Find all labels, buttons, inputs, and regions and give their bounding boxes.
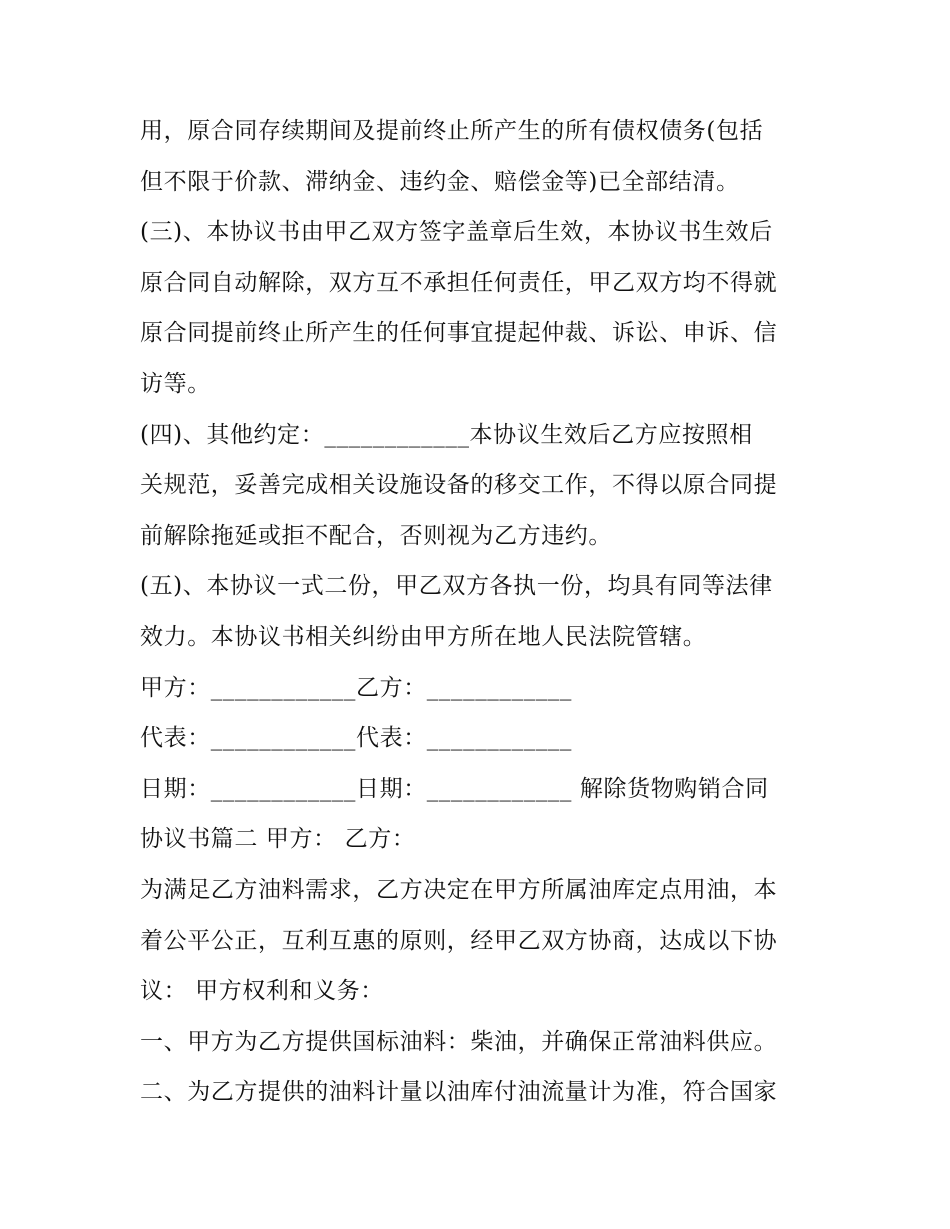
- text-line: 着公平公正，互利互惠的原则，经甲乙双方协商，达成以下协: [140, 928, 778, 954]
- text-line: (四)、其他约定：____________本协议生效后乙方应按照相: [140, 422, 753, 448]
- text-line: 用，原合同存续期间及提前终止所产生的所有债权债务(包括: [140, 118, 764, 144]
- text-line: 议： 甲方权利和义务：: [140, 978, 384, 1004]
- signature-line-date: 日期：____________日期：____________ 解除货物购销合同: [140, 776, 769, 802]
- signature-line-party: 甲方：____________乙方：____________: [140, 675, 572, 701]
- signature-line-representative: 代表：____________代表：____________: [140, 725, 572, 751]
- text-line: (三)、本协议书由甲乙双方签字盖章后生效，本协议书生效后: [140, 219, 773, 245]
- text-line: 原合同提前终止所产生的任何事宜提起仲裁、诉讼、申诉、信: [140, 320, 778, 346]
- text-line: 为满足乙方油料需求，乙方决定在甲方所属油库定点用油，本: [140, 877, 778, 903]
- text-line: 一、甲方为乙方提供国标油料：柴油，并确保正常油料供应。: [140, 1029, 778, 1055]
- text-line: 但不限于价款、滞纳金、违约金、赔偿金等)已全部结清。: [140, 169, 740, 195]
- section-heading: 协议书篇二 甲方： 乙方：: [140, 826, 416, 852]
- text-line: 关规范，妥善完成相关设施设备的移交工作，不得以原合同提: [140, 472, 778, 498]
- text-line: 效力。本协议书相关纠纷由甲方所在地人民法院管辖。: [140, 624, 707, 650]
- text-line: 原合同自动解除，双方互不承担任何责任，甲乙双方均不得就: [140, 270, 778, 296]
- text-line: 访等。: [140, 371, 211, 397]
- text-line: 二、为乙方提供的油料计量以油库付油流量计为准，符合国家: [140, 1079, 778, 1105]
- text-line: (五)、本协议一式二份，甲乙双方各执一份，均具有同等法律: [140, 573, 773, 599]
- text-line: 前解除拖延或拒不配合，否则视为乙方违约。: [140, 523, 612, 549]
